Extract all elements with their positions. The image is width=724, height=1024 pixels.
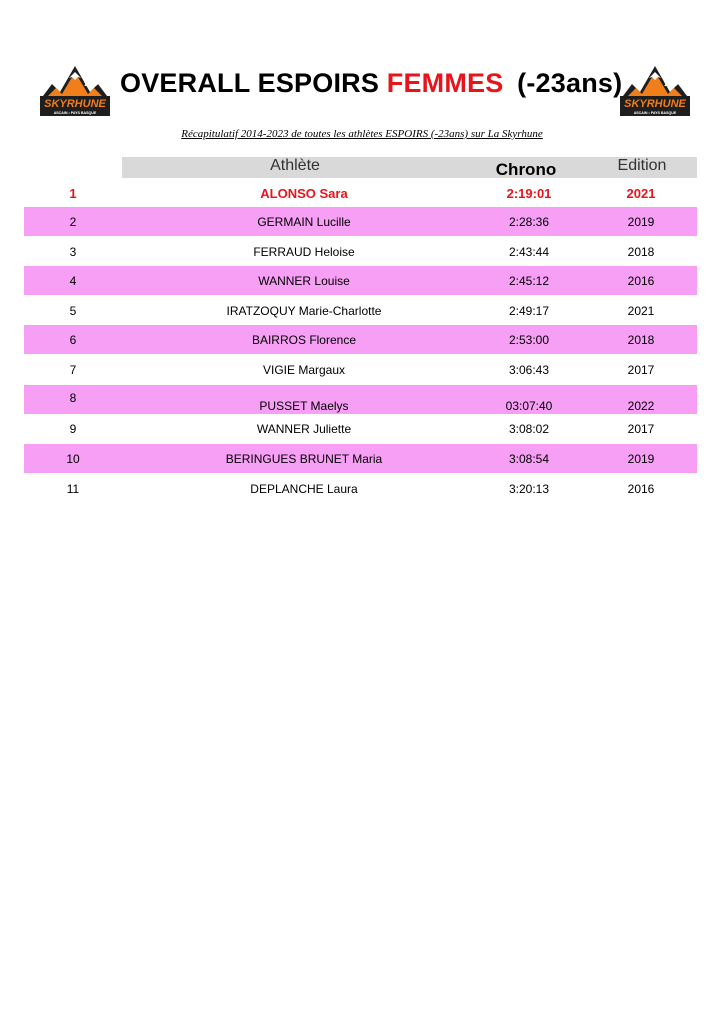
chrono-cell: 2:45:12	[508, 274, 550, 288]
logo-tagline-text: ASCAIN • PAYS BASQUE	[633, 111, 677, 115]
athlete-cell: PUSSET Maelys	[259, 399, 349, 413]
edition-cell: 2022	[627, 399, 655, 413]
edition-cell: 2016	[627, 274, 655, 288]
chrono-cell: 2:53:00	[508, 333, 550, 347]
edition-cell: 2021	[627, 304, 655, 318]
skyrhune-logo-right	[618, 62, 692, 124]
athlete-cell: IRATZOQUY Marie-Charlotte	[226, 304, 382, 318]
table-row	[24, 325, 697, 354]
chrono-cell: 3:06:43	[508, 363, 550, 377]
logo-top-right-text: 1700+	[664, 82, 679, 88]
chrono-cell: 2:19:01	[506, 186, 552, 201]
edition-cell: 2016	[627, 482, 655, 496]
column-header-edition: Edition	[617, 157, 667, 174]
edition-cell: 2019	[627, 452, 655, 466]
rank-cell: 8	[69, 391, 77, 405]
logo-top-left-text: 21K	[54, 82, 64, 88]
column-header-athlete: Athlète	[270, 157, 320, 174]
rank-cell: 4	[69, 274, 77, 288]
rank-cell: 3	[69, 245, 77, 259]
page-title	[120, 68, 623, 99]
rank-cell: 7	[69, 363, 77, 377]
rank-cell: 2	[69, 215, 77, 229]
edition-cell: 2017	[627, 422, 655, 436]
edition-cell: 2017	[627, 363, 655, 377]
athlete-cell: VIGIE Margaux	[262, 363, 346, 377]
chrono-cell: 2:49:17	[508, 304, 550, 318]
edition-cell: 2021	[626, 186, 656, 201]
table-row	[24, 444, 697, 473]
rank-cell: 1	[69, 186, 77, 201]
column-header-chrono: Chrono	[495, 160, 557, 179]
chrono-cell: 3:08:02	[508, 422, 550, 436]
athlete-cell: BERINGUES BRUNET Maria	[225, 452, 383, 466]
edition-cell: 2019	[627, 215, 655, 229]
athlete-cell: FERRAUD Heloise	[253, 245, 355, 259]
table-row	[24, 266, 697, 295]
chrono-cell: 3:20:13	[508, 482, 550, 496]
logo-brand-text: SKYRHUNE	[624, 98, 686, 110]
athlete-cell: GERMAIN Lucille	[257, 215, 351, 229]
chrono-cell: 2:28:36	[508, 215, 550, 229]
page-subtitle: Récapitulatif 2014-2023 de toutes les athlètes ESPOIRS (-23ans) sur La Skyrhune	[181, 128, 543, 140]
table-row	[24, 296, 697, 325]
athlete-cell: BAIRROS Florence	[251, 333, 357, 347]
athlete-cell: WANNER Juliette	[256, 422, 352, 436]
chrono-cell: 2:43:44	[508, 245, 550, 259]
rank-cell: 10	[66, 452, 80, 466]
skyrhune-logo-left	[38, 62, 112, 124]
rank-cell: 5	[69, 304, 77, 318]
logo-top-left-text: 21K	[634, 82, 644, 88]
edition-cell: 2018	[627, 333, 655, 347]
rank-cell: 9	[69, 422, 77, 436]
logo-brand-text: SKYRHUNE	[44, 98, 106, 110]
athlete-cell: ALONSO Sara	[260, 186, 348, 201]
table-row	[24, 237, 697, 266]
table-row	[24, 414, 697, 443]
table-row	[24, 355, 697, 384]
logo-tagline-text: ASCAIN • PAYS BASQUE	[53, 111, 97, 115]
chrono-cell: 03:07:40	[505, 399, 553, 413]
athlete-cell: WANNER Louise	[258, 274, 350, 288]
logo-top-right-text: 1700+	[84, 82, 99, 88]
chrono-cell: 3:08:54	[508, 452, 550, 466]
table-row-top	[24, 178, 697, 207]
title-accent: FEMMES	[386, 68, 504, 98]
edition-cell: 2018	[627, 245, 655, 259]
title-suffix: (-23ans)	[517, 68, 623, 98]
athlete-cell: DEPLANCHE Laura	[250, 482, 358, 496]
table-row	[24, 474, 697, 503]
table-row	[24, 385, 697, 414]
title-main: OVERALL ESPOIRS	[120, 68, 380, 98]
table-row	[24, 207, 697, 236]
rank-cell: 11	[66, 482, 80, 496]
rank-cell: 6	[69, 333, 77, 347]
